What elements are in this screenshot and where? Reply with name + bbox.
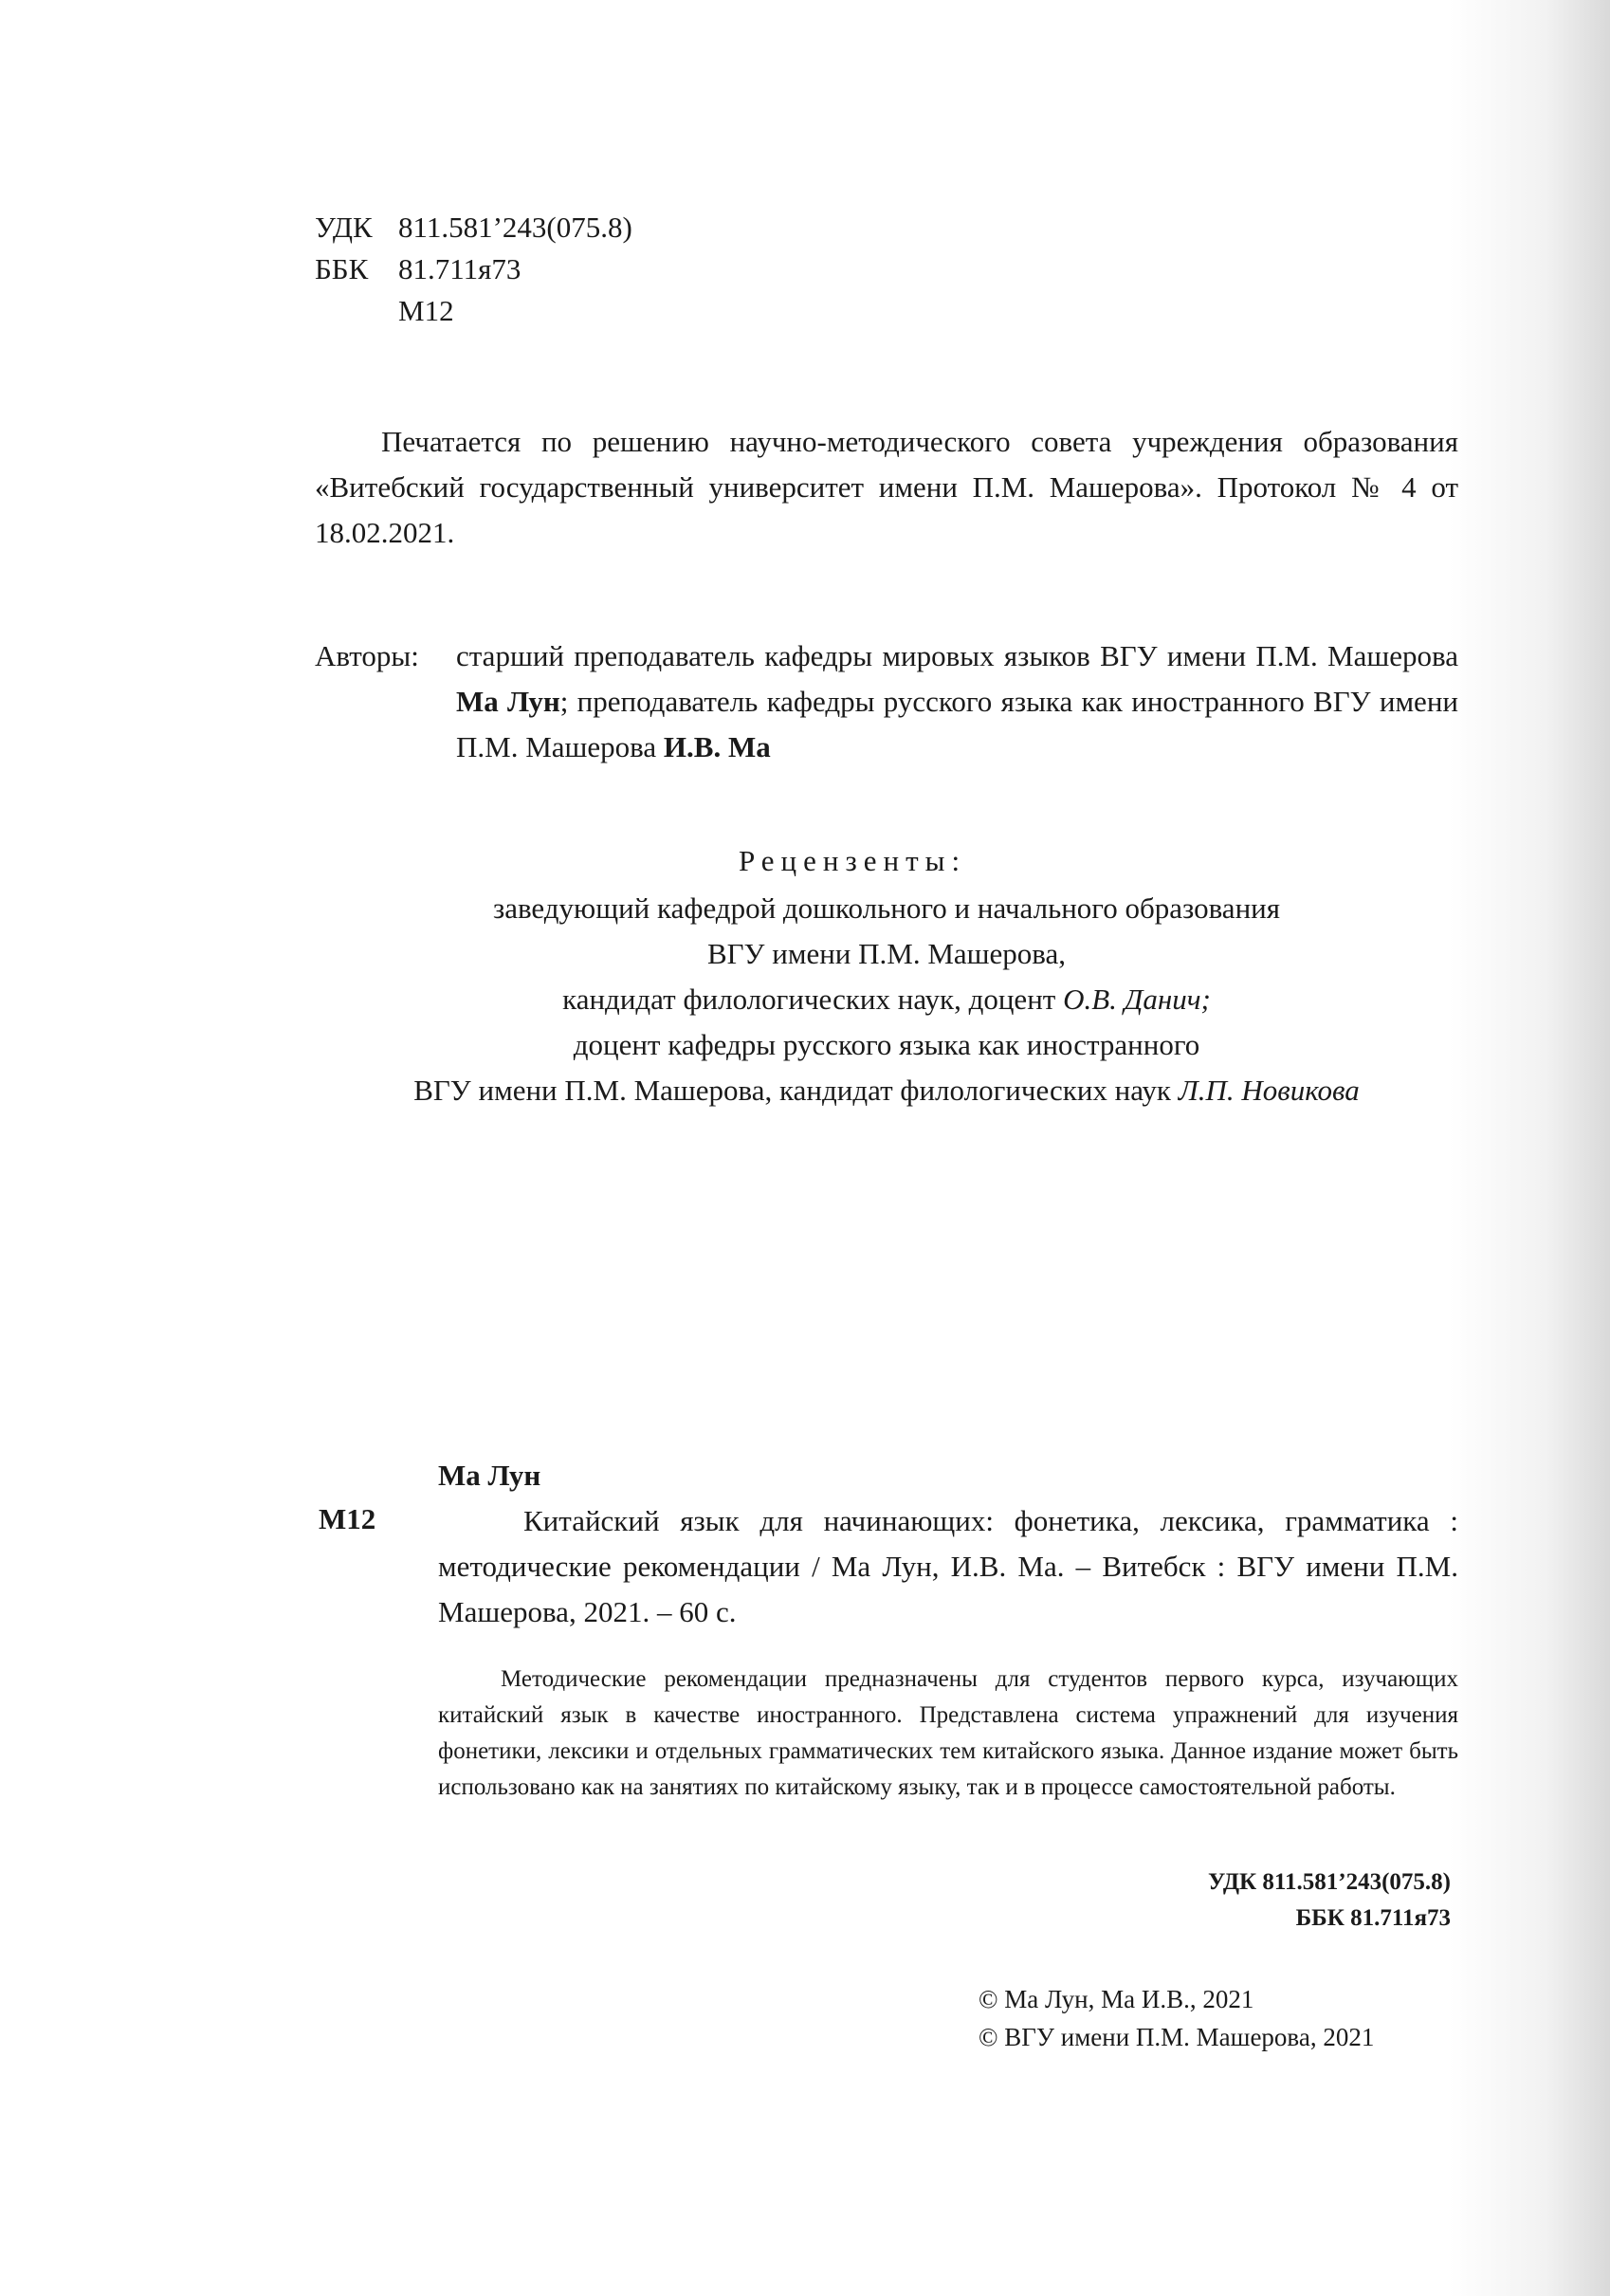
reviewer-line-1: заведующий кафедрой дошкольного и начального образования — [492, 891, 1281, 925]
authors-text — [456, 634, 1458, 770]
bbk-line — [315, 248, 632, 290]
udk-value: 811.581’243(075.8) — [398, 211, 632, 244]
reviewer-name-2: Л.П. Новикова — [1178, 1074, 1360, 1107]
copyright-line-2: © ВГУ имени П.М. Машерова, 2021 — [979, 2023, 1375, 2051]
reviewer-line-5 — [313, 1068, 1460, 1113]
author-name-2: И.В. Ма — [663, 730, 771, 763]
bbk-label: ББК — [315, 252, 369, 285]
bib-code: М12 — [319, 1502, 376, 1535]
reviewers-heading: Рецензенты: — [738, 844, 967, 877]
copyright-block — [979, 1980, 1374, 2056]
copyright-line-1: © Ма Лун, Ма И.В., 2021 — [979, 1985, 1254, 2013]
authors-label: Авторы: — [315, 639, 419, 672]
bib-description: Китайский язык для начинающих: фонетика, лексика, грамматика : методические рекомендации / Ма Лун, И.В. Ма. – Витебск : ВГУ имени П.М. Машерова, 2021. – 60 с. — [438, 1504, 1458, 1628]
bib-author: Ма Лун — [438, 1459, 541, 1492]
reviewer-line-4: доцент кафедры русского языка как иностранного — [573, 1028, 1200, 1061]
reviewer-name-1: О.В. Данич; — [1063, 983, 1211, 1016]
bottom-codes — [853, 1864, 1451, 1937]
reviewer-line-3-text: кандидат филологических наук, доцент — [562, 983, 1064, 1016]
annotation: Методические рекомендации предназначены для студентов первого курса, изучающих китайский язык в качестве иностранного. Представлена система упражнений для изучения фонетики, лексики и отдельных грамматических тем китайского языка. Данное издание может быть использовано как на занятиях по китайскому языку, так и в процессе самостоятельной работы. — [438, 1666, 1458, 1800]
udk-line — [315, 207, 632, 248]
bottom-udk: УДК 811.581’243(075.8) — [1208, 1869, 1451, 1895]
print-decision: Печатается по решению научно-методического совета учреждения образования «Витебский государственный университет имени П.М. Машерова». Протокол № 4 от 18.02.2021. — [315, 425, 1458, 549]
authors-text-part2: ; преподаватель кафедры русского языка как иностранного ВГУ имени П.М. Машерова — [456, 685, 1458, 763]
reviewer-line-3 — [313, 977, 1460, 1022]
reviewers-block — [313, 886, 1460, 1113]
authors-text-part1: старший преподаватель кафедры мировых языков ВГУ имени П.М. Машерова — [456, 639, 1458, 672]
author-mark: М12 — [398, 294, 454, 327]
reviewer-line-2: ВГУ имени П.М. Машерова, — [706, 937, 1067, 970]
bbk-value: 81.711я73 — [398, 252, 521, 285]
udk-label: УДК — [315, 211, 373, 244]
reviewer-line-5-text: ВГУ имени П.М. Машерова, кандидат филологических наук — [413, 1074, 1179, 1107]
classification-block — [315, 207, 632, 332]
author-name-1: Ма Лун — [456, 685, 560, 718]
bottom-bbk: ББК 81.711я73 — [1295, 1905, 1451, 1931]
